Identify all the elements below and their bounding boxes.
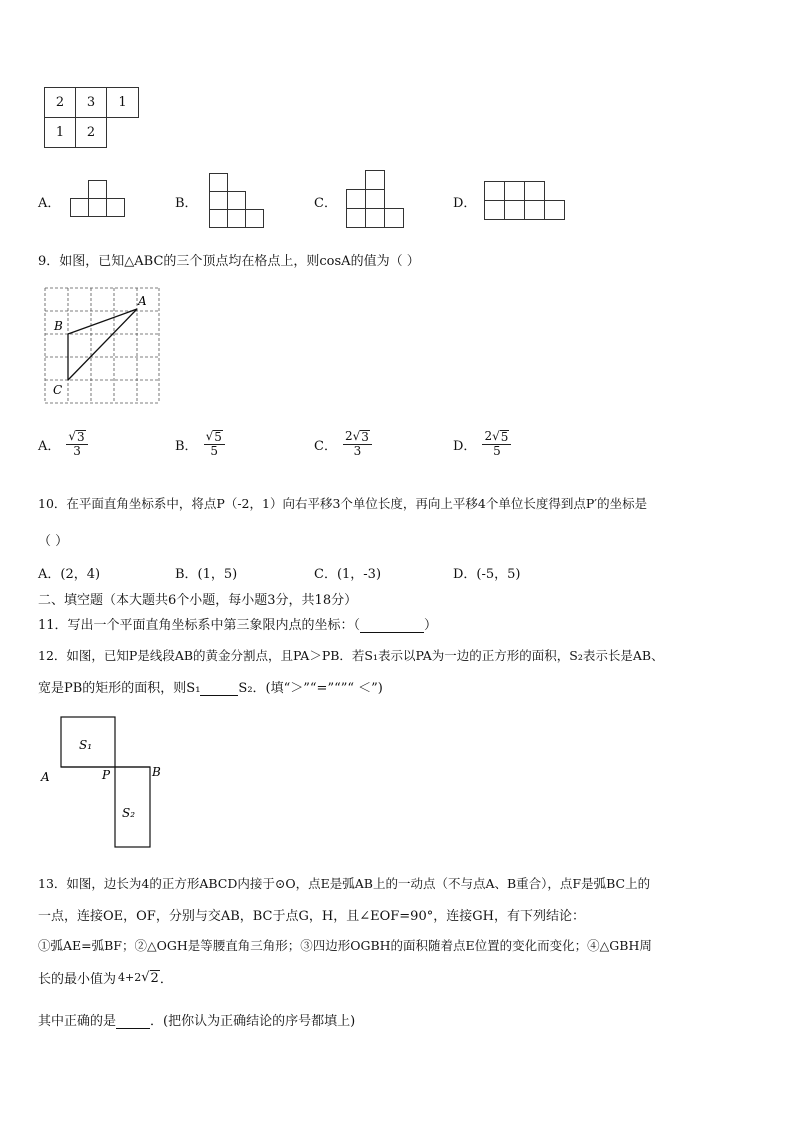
grid-cell-value: 1: [118, 95, 127, 110]
q9-option-d[interactable]: [453, 430, 511, 458]
q12-answer-blank[interactable]: [200, 695, 238, 696]
vertex-c-label: C: [53, 383, 63, 397]
q13-line5-text: 其中正确的是: [38, 1014, 117, 1029]
fraction: 2√ 3 3: [343, 430, 372, 458]
grid-cell: [106, 87, 139, 118]
q13-line3: ①弧AE=弧BF；②△OGH是等腰直角三角形；③四边形OGBH的面积随着点E位置的变化而变化；④△GBH周: [38, 938, 652, 953]
q12-line2: [38, 677, 383, 696]
section-heading: 二、填空题（本大题共6个小题，每小题3分，共18分）: [38, 593, 358, 608]
q10-option-d[interactable]: D．(-5，5): [453, 567, 521, 582]
q9-option-c[interactable]: [314, 430, 372, 458]
grid-cell-value: 2: [86, 125, 96, 140]
q13-line5: [38, 1010, 355, 1029]
expression-prefix: 4+2: [118, 971, 142, 984]
q10-option-b[interactable]: B．(1，5): [175, 567, 238, 582]
fraction: 2√ 5 5: [482, 430, 511, 458]
q12-figure: [36, 712, 176, 854]
q11-stem: 11．写出一个平面直角坐标系中第三象限内点的坐标：（: [38, 618, 361, 633]
radicand: 3: [361, 430, 369, 444]
denominator: 5: [210, 444, 219, 459]
radicand: 2: [150, 970, 159, 986]
grid-cell-value: 3: [86, 95, 96, 110]
q9-grid-figure: [40, 285, 165, 410]
denominator: 3: [353, 444, 362, 459]
q10-option-c[interactable]: C．(1，-3): [314, 567, 382, 582]
option-letter: A．: [38, 438, 61, 454]
fraction: √ 5 5: [204, 430, 225, 458]
grid-cell: [44, 87, 76, 118]
grid-cell: [44, 117, 76, 148]
sqrt-expression: √ 2: [141, 969, 159, 986]
grid-cell-value: 2: [55, 95, 65, 110]
q10-stem: 10．在平面直角坐标系中，将点P（-2，1）向右平移3个单位长度，再向上平移4个单位长度得到点P′的坐标是: [38, 496, 648, 511]
q11-answer-blank[interactable]: [360, 632, 424, 633]
vertex-a-label: A: [138, 294, 147, 308]
segment-ca: [68, 309, 137, 380]
q10-option-a[interactable]: A．(2，4): [38, 567, 101, 582]
q13-line4-text: 长的最小值为: [38, 972, 117, 987]
denominator: 5: [493, 444, 501, 459]
q10-answer-paren: （ ）: [38, 534, 69, 549]
denominator: 3: [73, 444, 81, 459]
q9-option-b[interactable]: [175, 430, 225, 458]
option-letter: D．: [453, 438, 477, 454]
point-b-label: B: [152, 765, 161, 779]
grid-cell: [75, 117, 107, 148]
option-a-label: A．: [38, 196, 61, 211]
radicand: 5: [214, 430, 222, 444]
fraction: √ 3 3: [66, 430, 87, 458]
vertex-b-label: B: [54, 319, 63, 333]
q12-line2-text-end: S₂．(填“＞”“=”“”“ ＜”): [238, 681, 383, 696]
q13-line1: 13．如图，边长为4的正方形ABCD内接于⊙O，点E是弧AB上的一动点（不与点A、B重合），点F是弧BC上的: [38, 876, 651, 891]
q9-option-a[interactable]: [38, 430, 88, 458]
option-letter: B．: [175, 438, 198, 454]
q13-answer-blank[interactable]: [116, 1028, 150, 1029]
radicand: 5: [500, 430, 509, 444]
point-p-label: P: [102, 768, 111, 782]
q9-stem: 9．如图，已知△ABC的三个顶点均在格点上，则cosA的值为（ ）: [38, 254, 420, 269]
grid-cell-value: 1: [55, 125, 65, 140]
q13-line2: 一点，连接OE，OF，分别与交AB，BC于点G，H，且∠EOF=90°，连接GH，有下列结论：: [38, 909, 585, 924]
grid-cell: [75, 87, 107, 118]
coefficient: 2: [484, 429, 493, 443]
q13-line4: [38, 968, 173, 987]
s1-label: S₁: [79, 738, 93, 752]
option-b-label: B．: [175, 196, 198, 211]
q13-line5-text-end: ．(把你认为正确结论的序号都填上): [150, 1014, 356, 1029]
option-d-label: D．: [453, 196, 477, 211]
q12-line1: 12．如图，已知P是线段AB的黄金分割点，且PA＞PB．若S₁表示以PA为一边的正方形的面积，S₂表示长是AB、: [38, 648, 664, 663]
option-letter: C．: [314, 438, 337, 454]
q13-line4-end: ．: [159, 972, 173, 987]
radicand: 3: [77, 430, 85, 444]
coefficient: 2: [344, 429, 353, 443]
q11-close-paren: ）: [424, 618, 438, 633]
option-c-label: C．: [314, 196, 337, 211]
point-a-label: A: [41, 770, 50, 784]
q12-line2-text: 宽是PB的矩形的面积，则S₁: [38, 681, 201, 696]
s2-label: S₂: [122, 806, 136, 820]
q11: [38, 614, 437, 633]
segment-ab: [68, 309, 137, 334]
